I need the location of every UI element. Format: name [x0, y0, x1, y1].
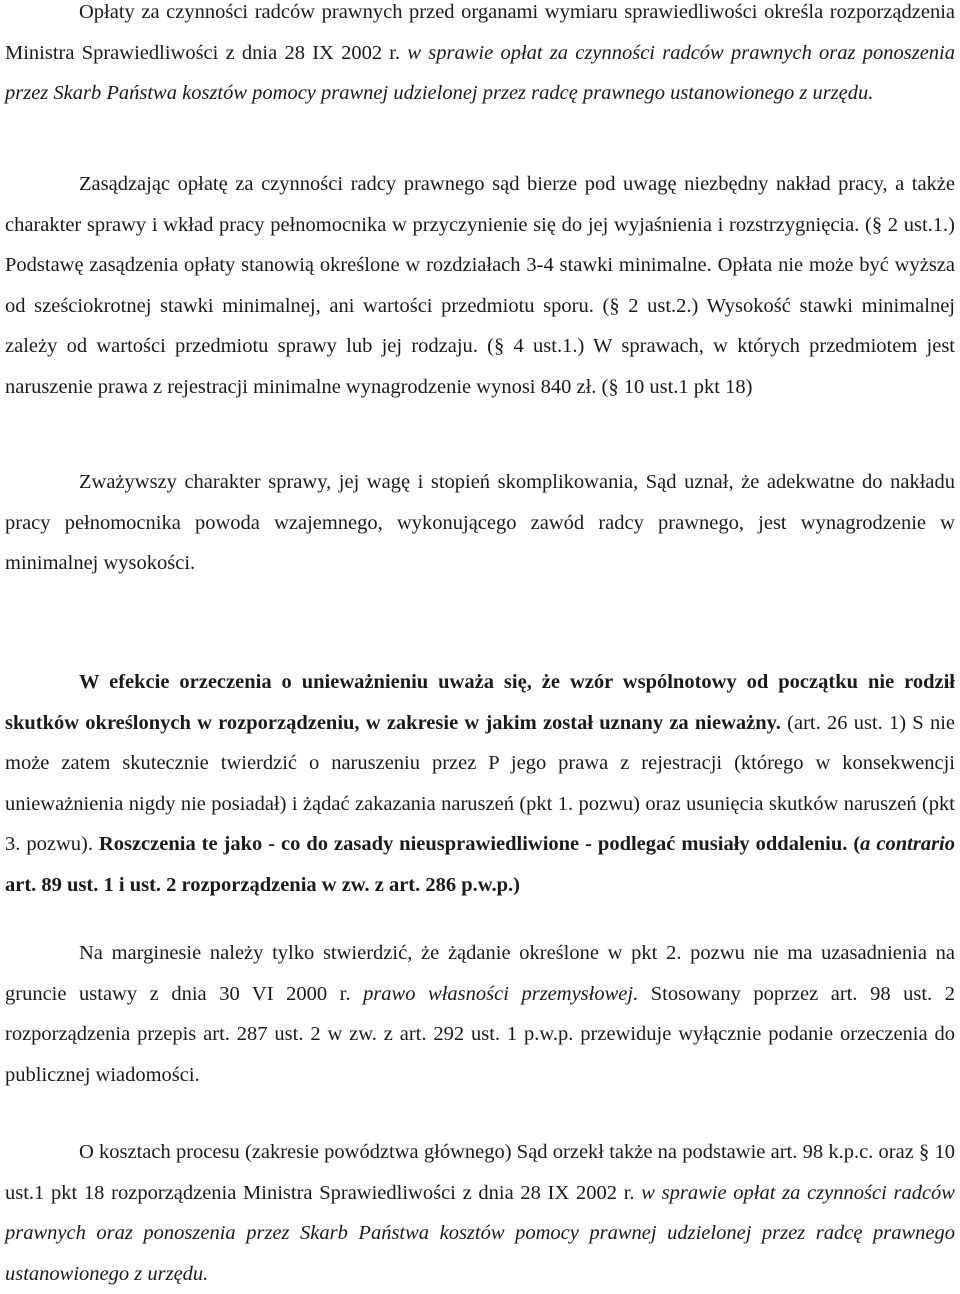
paragraph-costs [5, 1132, 955, 1294]
statute-title: prawo własności przemysłowej. [363, 982, 639, 1005]
paragraph-text: Zważywszy charakter sprawy, jej wagę i stopień skomplikowania, Sąd uznał, że adekwatne do nakładu pracy pełnomocnika powoda wzajemnego, wykonującego zawód radcy prawnego, jest wynagrodzenie w minimalnej wysokości. [5, 471, 955, 575]
regulation-title: w sprawie opłat za czynności radców prawnych oraz ponoszenia przez Skarb Państwa kosztów pomocy prawnej udzielonej przez radcę prawnego ustanowionego z urzędu. [5, 41, 955, 105]
paragraph-fees-regulation [5, 0, 955, 114]
paragraph-text: O kosztach procesu (zakresie powództwa głównego) Sąd orzekł także na podstawie art. 98 k.p.c. oraz § 10 ust.1 pkt 18 rozporządzenia Ministra Sprawiedliwości z dnia 28 IX 2002 r. [5, 1141, 955, 1204]
paragraph-text: Zasądzając opłatę za czynności radcy prawnego sąd bierze pod uwagę niezbędny nakład pracy, a także charakter sprawy i wkład pracy pełnomocnika w przyczynienie się do jej wyjaśnienia i rozstrzygnięcia. (§ 2 ust.1.) Podstawę zasądzenia opłaty stanowią określone w rozdziałach 3-4 stawki minimalne. Opłata nie może być wyższa od sześciokrotnej stawki minimalnej, ani wartości przedmiotu sporu. (§ 2 ust.2.) Wysokość stawki minimalnej zależy od wartości przedmiotu sprawy lub jej rodzaju. (§ 4 ust.1.) W sprawach, w których przedmiotem jest naruszenie prawa z rejestracji minimalne wynagrodzenie wynosi 840 zł. (§ 10 ust.1 pkt 18) [5, 173, 955, 398]
paragraph-text: Na marginesie należy tylko stwierdzić, że żądanie określone w pkt 2. pozwu nie ma uzasadnienia na gruncie ustawy z dnia 30 VI 2000 r. [5, 942, 955, 1005]
bold-statement: W efekcie orzeczenia o unieważnieniu uważa się, że wzór wspólnotowy od początku nie rodził skutków określonych w rozporządzeniu, w zakresie w jakim został uznany za nieważny. [5, 671, 955, 734]
paragraph-text: Stosowany poprzez art. 98 ust. 2 rozporządzenia przepis art. 287 ust. 2 w zw. z art. 292 ust. 1 p.w.p. przewiduje wyłącznie podanie orzeczenia do publicznej wiadomości. [5, 982, 955, 1086]
paragraph-fee-assessment [5, 164, 955, 408]
paragraph-text: (art. 26 ust. 1) S nie może zatem skutecznie twierdzić o naruszeniu przez P jego prawa z rejestracji (którego w konsekwencji unieważnienia nigdy nie posiadał) i żądać zakazania naruszeń (pkt 1. pozwu) oraz usunięcia skutków naruszeń (pkt 3. pozwu). [5, 711, 955, 856]
bold-italic-phrase: a contrario [860, 833, 955, 856]
paragraph-text: Opłaty za czynności radców prawnych przed organami wymiaru sprawiedliwości określa rozporządzenia Ministra Sprawiedliwości z dnia 28 IX 2002 r. [5, 1, 955, 64]
regulation-title: w sprawie opłat za czynności radców prawnych oraz ponoszenia przez Skarb Państwa kosztów pomocy prawnej udzielonej przez radcę prawnego ustanowionego z urzędu. [5, 1181, 955, 1285]
paragraph-invalidity-effect [5, 662, 955, 906]
paragraph-marginal-note [5, 933, 955, 1095]
bold-statement: Roszczenia te jako - co do zasady nieusprawiedliwione - podlegać musiały oddaleniu. ( [98, 833, 861, 856]
paragraph-court-finding [5, 462, 955, 584]
bold-statement: art. 89 ust. 1 i ust. 2 rozporządzenia w zw. z art. 286 p.w.p.) [5, 873, 520, 896]
